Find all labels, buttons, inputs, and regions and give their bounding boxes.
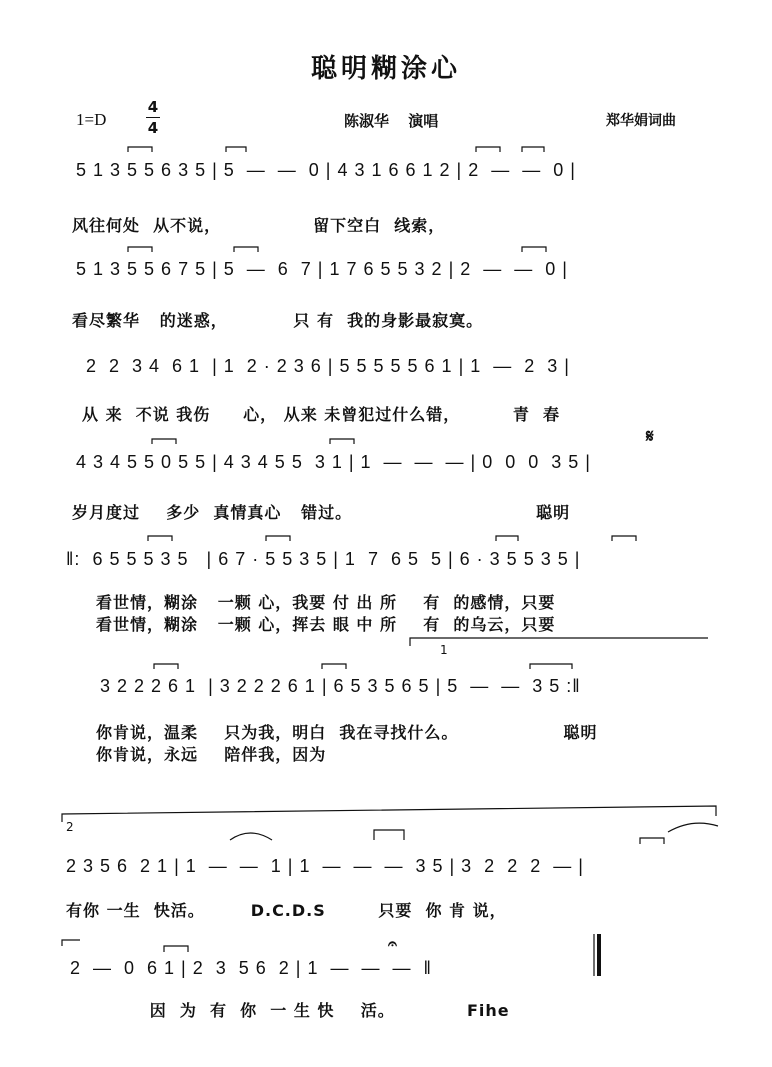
lyric-line-7: 有你 一生 快活。 D.C.D.S 只要 你 肯 说，: [66, 901, 507, 920]
notation-line-6: 3 2 2 2 6 1 | 3 2 2 2 6 1 | 6 5 3 5 6 5 | 5 — — 3 5 :‖: [100, 676, 581, 696]
notation-line-3: 2 2 3 4 6 1 | 1 2 · 2 3 6 | 5 5 5 5 5 6 1 | 1 — 2 3 |: [86, 356, 570, 376]
time-signature-top: 4: [147, 98, 159, 116]
fermata-icon: 𝄐: [388, 936, 397, 953]
composer-credit: 郑华娟词曲: [606, 113, 676, 129]
lyric-line-8: 因 为 有 你 一 生 快 活。 Fihe: [130, 1001, 510, 1020]
time-signature: [146, 98, 160, 137]
singer-credit: 陈淑华 演唱: [344, 112, 439, 130]
lyric-line-6b: 你肯说，永远 陪伴我，因为: [96, 745, 327, 764]
key-signature: 1=D: [76, 110, 107, 129]
notation-line-2: 5 1 3 5 5 6 7 5 | 5 — 6 7 | 1 7 6 5 5 3 2 | 2 — — 0 |: [76, 259, 568, 279]
notation-line-4: 4 3 4 5 5 0 5 5 | 4 3 4 5 5 3 1 | 1 — — — | 0 0 0 3 5 |: [76, 452, 591, 472]
time-signature-bar: [146, 117, 160, 118]
lyric-line-6a: 你肯说，温柔 只为我，明白 我在寻找什么。 聪明: [96, 723, 598, 742]
notation-line-7: 2 3 5 6 2 1 | 1 — — 1 | 1 — — — 3 5 | 3 2 2 2 — |: [66, 856, 584, 876]
lyric-line-3: 从 来 不说 我伤 心， 从来 未曾犯过什么错， 青 春: [82, 405, 560, 424]
lyric-line-2: 看尽繁华 的迷惑， 只 有 我的身影最寂寞。: [72, 311, 484, 330]
lyric-line-1: 风往何处 从不说， 留下空白 线索，: [72, 216, 446, 235]
time-signature-bottom: 4: [147, 119, 159, 137]
volta-2-label: 2: [66, 820, 74, 834]
notation-line-5: ‖: 6 5 5 5 3 5 | 6 7 · 5 5 3 5 | 1 7 6 5 5 | 6 · 3 5 5 3 5 |: [66, 549, 581, 569]
notation-line-8: 2 — 0 6 1 | 2 3 5 6 2 | 1 — — — ‖: [70, 958, 432, 978]
volta-1-label: 1: [440, 643, 448, 657]
song-title: 聪明糊涂心: [310, 54, 461, 84]
notation-line-1: 5 1 3 5 5 6 3 5 | 5 — — 0 | 4 3 1 6 6 1 2 | 2 — — 0 |: [76, 160, 576, 180]
lyric-line-4: 岁月度过 多少 真情真心 错过。 聪明: [72, 503, 571, 522]
lyric-line-5a: 看世情，糊涂 一颗 心，我要 付 出 所 有 的感情，只要: [96, 593, 556, 612]
segno-icon: 𝄋: [646, 426, 654, 446]
lyric-line-5b: 看世情，糊涂 一颗 心，挥去 眼 中 所 有 的乌云，只要: [96, 615, 556, 634]
